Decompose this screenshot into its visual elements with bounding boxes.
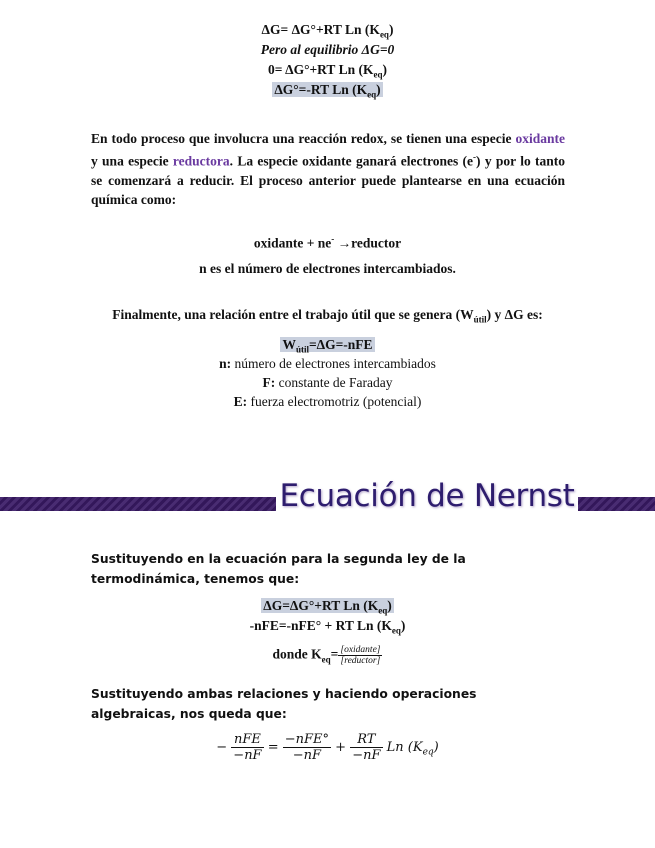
nernst-eq1-end: ) xyxy=(387,598,392,613)
keq-definition xyxy=(0,645,655,666)
f1-num: nFE xyxy=(231,732,263,748)
nernst-eq1-text: ΔG=ΔG°+RT Ln (K xyxy=(263,598,379,613)
final-ln: Ln (K xyxy=(382,740,423,755)
equation-line-1 xyxy=(0,22,655,40)
oxidante-term: oxidante xyxy=(515,131,565,146)
keq-fraction xyxy=(338,645,382,666)
def-n-text: número de electrones intercambiados xyxy=(231,356,436,371)
definition-f xyxy=(0,375,655,391)
def-f-text: constante de Faraday xyxy=(275,375,393,390)
equation-line-4 xyxy=(0,82,655,100)
work-sub: útil xyxy=(295,344,309,355)
eq4-sub: eq xyxy=(367,89,377,100)
donde-eq: = xyxy=(330,646,339,662)
donde-text: donde K xyxy=(272,646,322,662)
equilibrium-line: Pero al equilibrio ΔG=0 xyxy=(260,42,395,57)
nernst-intro: Sustituyendo en la ecuación para la segunda ley de la termodinámica, tenemos que: xyxy=(91,552,466,586)
redox-paragraph xyxy=(91,129,565,209)
eq3-text: 0= ΔG°+RT Ln (K xyxy=(268,62,374,77)
work-w: W xyxy=(282,337,296,352)
highlighted-equation xyxy=(272,82,382,100)
final-relation-text: Finalmente, una relación entre el trabajo útil que se genera (W xyxy=(112,307,474,322)
n-symbol: n xyxy=(199,261,207,276)
f3-num: RT xyxy=(350,732,382,748)
reaction-n: n xyxy=(317,235,326,251)
electron-sup: - xyxy=(473,152,477,162)
n-definition xyxy=(0,261,655,277)
nernst-eq2-text: -nFE=-nFE° + RT Ln (K xyxy=(249,618,392,633)
final-equals: = xyxy=(263,740,283,755)
final-frac-3 xyxy=(350,732,382,763)
final-frac-2 xyxy=(283,732,331,763)
reaction-arrow: →reductor xyxy=(334,235,402,251)
work-equation-highlight xyxy=(280,337,374,355)
work-rest: =ΔG=-nFE xyxy=(308,337,373,352)
final-relation-sub: útil xyxy=(473,314,487,325)
nernst-final-equation xyxy=(0,732,655,763)
eq1-end: ) xyxy=(388,22,394,37)
def-n-key: n: xyxy=(219,356,232,371)
final-plus: + xyxy=(331,740,351,755)
eq3-sub: eq xyxy=(373,69,383,80)
section-title: Ecuación de Nernst xyxy=(279,478,575,514)
f3-den: −nF xyxy=(352,748,381,763)
nernst-eq2-end: ) xyxy=(400,618,406,633)
eq4-end: ) xyxy=(376,82,381,97)
f1-den: −nF xyxy=(233,748,262,763)
final-frac-1 xyxy=(231,732,263,763)
equation-line-3 xyxy=(0,62,655,80)
final-relation xyxy=(0,307,655,325)
f2-den: −nF xyxy=(292,748,322,763)
donde-sub: eq xyxy=(321,654,331,665)
f2-num: −nFE° xyxy=(284,732,330,747)
header-band-right xyxy=(578,497,655,511)
keq-denominator: [reductor] xyxy=(340,656,381,666)
reductora-term: reductora xyxy=(172,153,230,169)
nernst-eq1 xyxy=(0,598,655,616)
redox-part4: ) y por lo tanto se comenzará a reducir. El proceso anterior puede plantearse en una ecuación química como: xyxy=(91,153,566,207)
final-relation-end: ) y ΔG es: xyxy=(486,307,543,322)
header-band-left xyxy=(0,497,276,511)
reaction-e: e xyxy=(325,235,332,251)
definition-n xyxy=(0,356,655,372)
n-definition-text: es el número de electrones intercambiados. xyxy=(206,261,456,276)
redox-part2: y una especie xyxy=(91,153,173,169)
reaction-equation xyxy=(0,234,655,252)
def-e-key: E: xyxy=(233,394,248,409)
final-ln-end: ) xyxy=(433,740,439,755)
definition-e xyxy=(0,394,655,410)
reaction-left: oxidante + xyxy=(253,235,318,251)
nernst-eq2 xyxy=(0,618,655,636)
nernst-eq2-sub: eq xyxy=(391,625,401,636)
eq3-end: ) xyxy=(382,62,387,77)
eq4-text: ΔG°=-RT Ln (K xyxy=(274,82,368,97)
keq-numerator: [oxidante] xyxy=(340,645,381,655)
def-f-key: F: xyxy=(262,375,276,390)
reaction-e-sup: - xyxy=(331,234,335,244)
nernst-eq1-highlight xyxy=(261,598,394,616)
final-ln-sub: eq xyxy=(422,747,434,758)
nernst-eq1-sub: eq xyxy=(378,605,388,616)
nernst-second: Sustituyendo ambas relaciones y haciendo operaciones algebraicas, nos queda que: xyxy=(91,687,477,721)
redox-part1: En todo proceso que involucra una reacción redox, se tienen una especie xyxy=(91,131,516,146)
redox-part3: . La especie oxidante ganará electrones (e xyxy=(229,153,474,169)
work-equation xyxy=(0,337,655,355)
def-e-text: fuerza electromotriz (potencial) xyxy=(247,394,422,409)
final-minus: − xyxy=(216,740,228,755)
eq1-text: ΔG= ΔG°+RT Ln (K xyxy=(261,22,380,37)
eq1-sub: eq xyxy=(379,29,389,40)
